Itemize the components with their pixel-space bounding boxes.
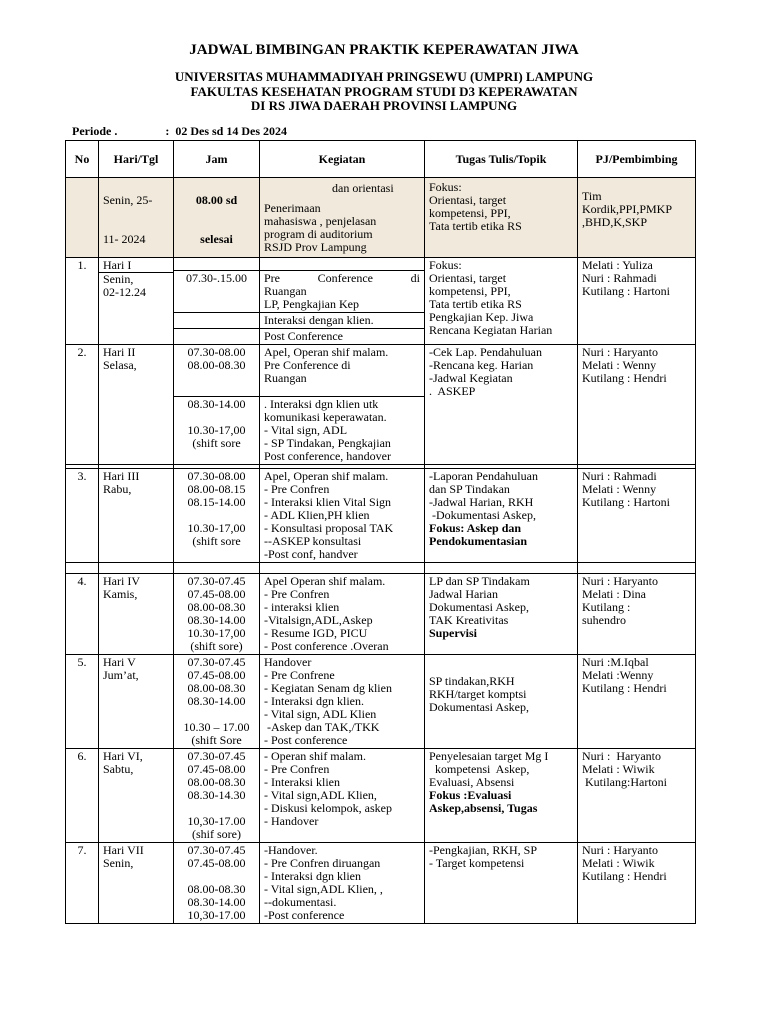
day5-hari bbox=[99, 655, 174, 749]
cell-line: Sabtu, bbox=[103, 762, 134, 776]
cell-line: Kutilang : bbox=[582, 600, 631, 614]
location-line: DI RS JIWA DAERAH PROVINSI LAMPUNG bbox=[250, 98, 518, 113]
cell-line: - Kegiatan Senam dg klien bbox=[264, 681, 392, 695]
cell-line: Fokus: Askep dan bbox=[429, 521, 522, 535]
day3-kegiatan bbox=[260, 469, 425, 563]
cell-line: Nuri : Haryanto bbox=[582, 749, 661, 763]
cell-word: Pre bbox=[264, 271, 280, 285]
cell-line: - Pre Confren bbox=[264, 482, 330, 496]
cell-line: Apel, Operan shif malam. bbox=[264, 345, 389, 359]
cell-line: Hari III bbox=[103, 469, 140, 483]
periode-label: Periode . bbox=[72, 124, 118, 138]
cell-line: 11- 2024 bbox=[103, 232, 146, 246]
cell-line: 08.00 sd bbox=[195, 193, 238, 207]
cell-line: - Vital sign,ADL Klien, , bbox=[264, 882, 383, 896]
cell-line: LP, Pengkajian Kep bbox=[264, 297, 359, 311]
table-row bbox=[66, 574, 696, 655]
cell-line: Penerimaan bbox=[264, 201, 321, 215]
cell-line: 08.00-08.30 bbox=[187, 882, 246, 896]
col-header-hari: Hari/Tgl bbox=[99, 141, 174, 178]
cell-line: Hari II bbox=[103, 345, 136, 359]
day7-tugas bbox=[425, 843, 578, 924]
day5-tugas bbox=[425, 655, 578, 749]
cell-line: - Target kompetensi bbox=[429, 856, 525, 870]
day2-no: 2. bbox=[66, 345, 99, 465]
cell-line: Melati : Yuliza bbox=[582, 258, 653, 272]
cell-line: 10,30-17.00 bbox=[187, 908, 246, 922]
cell-line: Askep,absensi, Tugas bbox=[429, 801, 538, 815]
cell-line: - Interaksi klien Vital Sign bbox=[264, 495, 392, 509]
orientation-tugas bbox=[425, 178, 578, 258]
cell-line: 07.45-08.00 bbox=[187, 762, 246, 776]
cell-line: dan orientasi bbox=[332, 181, 394, 195]
cell-line: --ASKEP konsultasi bbox=[264, 534, 362, 548]
table-row bbox=[66, 563, 696, 574]
day3-tugas bbox=[425, 469, 578, 563]
cell-word: Conference bbox=[317, 271, 373, 285]
cell-line: -Vitalsign,ADL,Askep bbox=[264, 613, 373, 627]
cell-line: Hari V bbox=[103, 655, 136, 669]
cell-line: -Pengkajian, RKH, SP bbox=[429, 843, 537, 857]
orientation-pj bbox=[578, 178, 696, 258]
cell-line: - Vital sign, ADL bbox=[264, 423, 348, 437]
cell-line: kompetensi Askep, bbox=[429, 762, 530, 776]
orientation-kegiatan bbox=[260, 178, 425, 258]
cell-line: Nuri : Haryanto bbox=[582, 345, 658, 359]
day1-keg-blank bbox=[260, 258, 425, 271]
cell-line: Senin, 25- bbox=[103, 193, 153, 207]
cell-line: Rabu, bbox=[103, 482, 132, 496]
cell-line: Fokus: bbox=[429, 180, 462, 194]
day2-keg-a bbox=[260, 345, 425, 397]
schedule-table bbox=[65, 140, 696, 924]
cell-line: -Rencana keg. Harian bbox=[429, 358, 534, 372]
cell-line: Kordik,PPI,PMKP bbox=[582, 202, 673, 216]
cell-line: - Pre Confren diruangan bbox=[264, 856, 381, 870]
cell-line: Pendokumentasian bbox=[429, 534, 528, 548]
day1-jam-blank bbox=[174, 258, 260, 271]
cell-line: Melati : Dina bbox=[582, 587, 646, 601]
cell-line: Pengkajian Kep. Jiwa bbox=[429, 310, 534, 324]
cell-line: - Resume IGD, PICU bbox=[264, 626, 368, 640]
cell-line: Melati : Wenny bbox=[582, 358, 657, 372]
cell-line: TAK Kreativitas bbox=[429, 613, 509, 627]
table-row bbox=[66, 345, 696, 397]
cell-line: - Interaksi dgn klien. bbox=[264, 694, 364, 708]
day3-no: 3. bbox=[66, 469, 99, 563]
cell-line: Melati :Wenny bbox=[582, 668, 654, 682]
table-cell bbox=[66, 563, 99, 574]
day4-pj bbox=[578, 574, 696, 655]
cell-line: Orientasi, target bbox=[429, 271, 507, 285]
cell-line: -Dokumentasi Askep, bbox=[429, 508, 536, 522]
cell-line: - Pre Confren bbox=[264, 762, 330, 776]
cell-line: 10.30-17,00 bbox=[187, 626, 246, 640]
periode-value: 02 Des sd 14 Des 2024 bbox=[175, 124, 287, 138]
day6-pj bbox=[578, 749, 696, 843]
cell-line: (shift sore bbox=[192, 534, 241, 548]
day4-hari bbox=[99, 574, 174, 655]
day5-kegiatan bbox=[260, 655, 425, 749]
cell-line: 07.45-08.00 bbox=[187, 668, 246, 682]
day7-pj bbox=[578, 843, 696, 924]
col-header-no: No bbox=[66, 141, 99, 178]
cell-line: -Handover. bbox=[264, 843, 318, 857]
periode bbox=[72, 125, 287, 138]
day5-pj bbox=[578, 655, 696, 749]
cell-line: Kutilang : Hartoni bbox=[582, 495, 670, 509]
day3-jam bbox=[174, 469, 260, 563]
cell-line: --dokumentasi. bbox=[264, 895, 337, 909]
cell-line: 07.30-07.45 bbox=[187, 749, 246, 763]
cell-line: Nuri : Haryanto bbox=[582, 843, 658, 857]
orientation-jam bbox=[174, 178, 260, 258]
cell-line: Post conference, handover bbox=[264, 449, 391, 463]
cell-line: ,BHD,K,SKP bbox=[582, 215, 648, 229]
cell-line: - Konsultasi proposal TAK bbox=[264, 521, 394, 535]
table-row bbox=[66, 258, 696, 271]
cell-line: LP dan SP Tindakam bbox=[429, 574, 530, 588]
cell-line: - Interaksi dgn klien bbox=[264, 869, 361, 883]
cell-line: Tata tertib etika RS bbox=[429, 219, 522, 233]
col-header-jam: Jam bbox=[174, 141, 260, 178]
cell-line: Apel, Operan shif malam. bbox=[264, 469, 389, 483]
cell-line: Hari IV bbox=[103, 574, 140, 588]
cell-line: RKH/target komptsi bbox=[429, 687, 527, 701]
cell-line: suhendro bbox=[582, 613, 626, 627]
cell-line: 07.45-08.00 bbox=[187, 856, 246, 870]
table-row bbox=[66, 655, 696, 749]
cell-line: - Pre Confren bbox=[264, 587, 330, 601]
day2-jam-a bbox=[174, 345, 260, 397]
cell-line: Melati : Wiwik bbox=[582, 762, 655, 776]
cell-line: 07.30-08.00 bbox=[187, 345, 246, 359]
cell-line: Hari I bbox=[99, 259, 173, 273]
cell-line: - Post conference bbox=[264, 733, 348, 747]
cell-line: Nuri : Rahmadi bbox=[582, 469, 657, 483]
cell-line: Senin, bbox=[103, 856, 134, 870]
cell-line: Kutilang:Hartoni bbox=[582, 775, 667, 789]
cell-line: - Post conference .Overan bbox=[264, 639, 389, 653]
cell-line: (shift sore) bbox=[190, 639, 243, 653]
day6-jam bbox=[174, 749, 260, 843]
cell-line: Kutilang : Hartoni bbox=[582, 284, 670, 298]
table-row bbox=[66, 749, 696, 843]
cell-line: 07.30-08.00 bbox=[187, 469, 246, 483]
day5-jam bbox=[174, 655, 260, 749]
cell-line: Kutilang : Hendri bbox=[582, 681, 667, 695]
cell-line: 07.45-08.00 bbox=[187, 587, 246, 601]
table-cell bbox=[174, 563, 260, 574]
cell-line: 10.30-17,00 bbox=[187, 423, 246, 437]
cell-line: dan SP Tindakan bbox=[429, 482, 510, 496]
cell-line: Apel Operan shif malam. bbox=[264, 574, 386, 588]
cell-line: Melati : Wenny bbox=[582, 482, 657, 496]
cell-line: Nuri :M.Iqbal bbox=[582, 655, 649, 669]
cell-line: 10,30-17.00 bbox=[187, 814, 246, 828]
cell-line: - ADL Klien,PH klien bbox=[264, 508, 370, 522]
cell-line: Fokus :Evaluasi bbox=[429, 788, 512, 802]
day1-keg-a bbox=[260, 271, 425, 313]
cell-line: kompetensi, PPI, bbox=[429, 284, 511, 298]
cell-line: program di auditorium bbox=[264, 227, 373, 241]
day1-jam: 07.30-.15.00 bbox=[174, 271, 260, 313]
cell-line: 08.00-08.15 bbox=[187, 482, 246, 496]
day7-hari bbox=[99, 843, 174, 924]
cell-line: 08.30-14.00 bbox=[187, 895, 246, 909]
col-header-tugas: Tugas Tulis/Topik bbox=[425, 141, 578, 178]
col-header-kegiatan: Kegiatan bbox=[260, 141, 425, 178]
cell-line: kompetensi, PPI, bbox=[429, 206, 511, 220]
day1-hari bbox=[99, 258, 174, 345]
cell-line: Dokumentasi Askep, bbox=[429, 600, 529, 614]
table-row bbox=[66, 843, 696, 924]
cell-line: 08.00-08.30 bbox=[187, 358, 246, 372]
cell-line: Dokumentasi Askep, bbox=[429, 700, 529, 714]
day2-keg-b bbox=[260, 397, 425, 465]
cell-line: RSJD Prov Lampung bbox=[264, 240, 367, 254]
table-cell bbox=[260, 563, 425, 574]
cell-line: Handover bbox=[264, 655, 312, 669]
cell-line: Penyelesaian target Mg I bbox=[429, 749, 549, 763]
cell-line: SP tindakan,RKH bbox=[429, 674, 515, 688]
cell-line: 07.30-07.45 bbox=[187, 655, 246, 669]
faculty-line: FAKULTAS KESEHATAN PROGRAM STUDI D3 KEPERAWATAN bbox=[190, 84, 578, 99]
table-cell bbox=[425, 563, 578, 574]
cell-line: Nuri : Haryanto bbox=[582, 574, 658, 588]
cell-line: -Cek Lap. Pendahuluan bbox=[429, 345, 542, 359]
day7-kegiatan bbox=[260, 843, 425, 924]
day2-tugas bbox=[425, 345, 578, 465]
cell-line: 08.00-08.30 bbox=[187, 775, 246, 789]
cell-line: - Operan shif malam. bbox=[264, 749, 366, 763]
day5-no: 5. bbox=[66, 655, 99, 749]
day4-kegiatan bbox=[260, 574, 425, 655]
cell-line: Ruangan bbox=[264, 371, 307, 385]
day6-kegiatan bbox=[260, 749, 425, 843]
day2-jam-b bbox=[174, 397, 260, 465]
cell-line: Melati : Wiwik bbox=[582, 856, 655, 870]
cell-line: 08.30-14.30 bbox=[187, 788, 246, 802]
cell-line: - SP Tindakan, Pengkajian bbox=[264, 436, 391, 450]
cell-line: - Vital sign, ADL Klien bbox=[264, 707, 377, 721]
cell-line: -Laporan Pendahuluan bbox=[429, 469, 538, 483]
cell-line: Kamis, bbox=[103, 587, 138, 601]
table-cell bbox=[66, 178, 99, 258]
table-cell bbox=[174, 313, 260, 329]
cell-line: komunikasi keperawatan. bbox=[264, 410, 387, 424]
cell-line: Kutilang : Hendri bbox=[582, 371, 667, 385]
cell-line: - Diskusi kelompok, askep bbox=[264, 801, 392, 815]
periode-colon: : bbox=[165, 124, 170, 138]
day1-no: 1. bbox=[66, 258, 99, 345]
cell-line: Hari VII bbox=[103, 843, 144, 857]
cell-line: 08.15-14.00 bbox=[187, 495, 246, 509]
orientation-hari bbox=[99, 178, 174, 258]
day7-no: 7. bbox=[66, 843, 99, 924]
cell-line: selesai bbox=[200, 232, 233, 246]
cell-line: 02-12.24 bbox=[103, 285, 146, 299]
table-cell bbox=[99, 563, 174, 574]
cell-line: -Jadwal Kegiatan bbox=[429, 371, 513, 385]
university-line: UNIVERSITAS MUHAMMADIYAH PRINGSEWU (UMPRI) LAMPUNG bbox=[174, 69, 594, 84]
cell-line: Ruangan bbox=[264, 284, 307, 298]
cell-line: (shift Sore bbox=[191, 733, 242, 747]
cell-line: 08.30-14.00 bbox=[187, 613, 246, 627]
day4-no: 4. bbox=[66, 574, 99, 655]
cell-line: Senin, bbox=[103, 272, 134, 286]
cell-line: 10.30 – 17.00 bbox=[183, 720, 250, 734]
day1-keg-c: Interaksi dengan klien. bbox=[260, 313, 425, 329]
cell-line: Evaluasi, Absensi bbox=[429, 775, 515, 789]
cell-line: (shift sore bbox=[192, 436, 241, 450]
document-title: JADWAL BIMBINGAN PRAKTIK KEPERAWATAN JIWA bbox=[189, 42, 579, 58]
cell-line: 08.30-14.00 bbox=[187, 397, 246, 411]
cell-line: 10.30-17,00 bbox=[187, 521, 246, 535]
cell-line: 07.30-07.45 bbox=[187, 843, 246, 857]
day2-hari bbox=[99, 345, 174, 465]
table-cell bbox=[578, 563, 696, 574]
table-cell bbox=[174, 329, 260, 345]
cell-line: Tim bbox=[582, 189, 602, 203]
cell-line: . Interaksi dgn klien utk bbox=[264, 397, 379, 411]
cell-line: Pre Conference di bbox=[264, 358, 351, 372]
cell-line: Hari VI, bbox=[103, 749, 143, 763]
cell-line: Nuri : Rahmadi bbox=[582, 271, 657, 285]
cell-line: 08.30-14.00 bbox=[187, 694, 246, 708]
day1-pj bbox=[578, 258, 696, 345]
day3-hari bbox=[99, 469, 174, 563]
cell-line: -Post conf, handver bbox=[264, 547, 358, 561]
cell-line: 08.00-08.30 bbox=[187, 600, 246, 614]
cell-line: Fokus: bbox=[429, 258, 462, 272]
cell-line: Supervisi bbox=[429, 626, 478, 640]
cell-line: 07.30-07.45 bbox=[187, 574, 246, 588]
cell-line: - Interaksi klien bbox=[264, 775, 340, 789]
day7-jam bbox=[174, 843, 260, 924]
cell-line: mahasiswa , penjelasan bbox=[264, 214, 377, 228]
table-row bbox=[66, 469, 696, 563]
cell-line: Kutilang : Hendri bbox=[582, 869, 667, 883]
cell-line: Orientasi, target bbox=[429, 193, 507, 207]
cell-line: - Vital sign,ADL Klien, bbox=[264, 788, 377, 802]
cell-line: 08.00-08.30 bbox=[187, 681, 246, 695]
col-header-pj: PJ/Pembimbing bbox=[578, 141, 696, 178]
orientation-row bbox=[66, 178, 696, 258]
table-header-row bbox=[66, 141, 696, 178]
day6-hari bbox=[99, 749, 174, 843]
cell-line: -Jadwal Harian, RKH bbox=[429, 495, 534, 509]
cell-line: Selasa, bbox=[103, 358, 137, 372]
cell-line: Rencana Kegiatan Harian bbox=[429, 323, 553, 337]
cell-line: - Handover bbox=[264, 814, 319, 828]
day4-jam bbox=[174, 574, 260, 655]
cell-line: Tata tertib etika RS bbox=[429, 297, 522, 311]
day6-tugas bbox=[425, 749, 578, 843]
cell-word: di bbox=[410, 271, 420, 285]
cell-line: . ASKEP bbox=[429, 384, 476, 398]
day6-no: 6. bbox=[66, 749, 99, 843]
day4-tugas bbox=[425, 574, 578, 655]
day1-tugas bbox=[425, 258, 578, 345]
cell-line: -Post conference bbox=[264, 908, 345, 922]
cell-line: -Askep dan TAK,/TKK bbox=[264, 720, 380, 734]
day1-keg-d: Post Conference bbox=[260, 329, 425, 345]
day3-pj bbox=[578, 469, 696, 563]
cell-line: - Pre Confrene bbox=[264, 668, 335, 682]
day2-pj bbox=[578, 345, 696, 465]
cell-line: Jadwal Harian bbox=[429, 587, 498, 601]
cell-line: - interaksi klien bbox=[264, 600, 340, 614]
cell-line: (shif sore) bbox=[192, 827, 241, 841]
cell-line: Jum’at, bbox=[103, 668, 139, 682]
